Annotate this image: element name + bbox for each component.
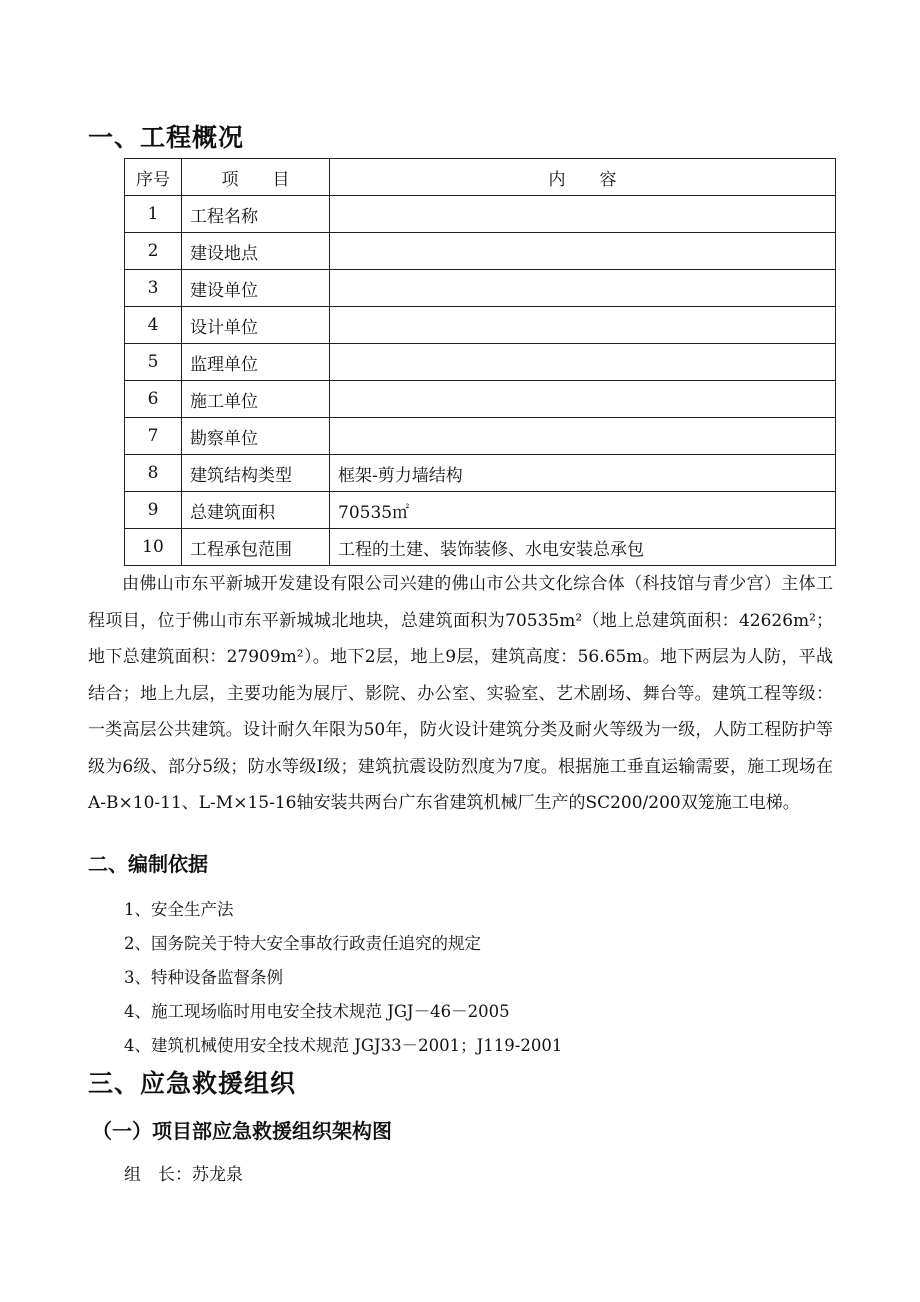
row-content bbox=[330, 233, 836, 270]
row-item: 监理单位 bbox=[182, 344, 330, 381]
row-no: 4 bbox=[125, 307, 182, 344]
row-item: 建筑结构类型 bbox=[182, 455, 330, 492]
row-no: 9 bbox=[125, 492, 182, 529]
header-item: 项 目 bbox=[182, 159, 330, 196]
table-row bbox=[125, 492, 836, 529]
section-title-basis: 二、编制依据 bbox=[88, 852, 208, 876]
row-content bbox=[330, 381, 836, 418]
row-item: 建设地点 bbox=[182, 233, 330, 270]
table-row bbox=[125, 307, 836, 344]
row-item: 总建筑面积 bbox=[182, 492, 330, 529]
row-content bbox=[330, 307, 836, 344]
basis-item: 1、安全生产法 bbox=[124, 900, 234, 919]
table-row bbox=[125, 233, 836, 270]
subsection-title-org-chart: （一）项目部应急救援组织架构图 bbox=[92, 1119, 392, 1143]
row-content: 70535㎡ bbox=[330, 492, 836, 529]
table-row bbox=[125, 455, 836, 492]
row-item: 施工单位 bbox=[182, 381, 330, 418]
basis-item: 2、国务院关于特大安全事故行政责任追究的规定 bbox=[124, 934, 481, 953]
project-overview-table bbox=[124, 158, 836, 566]
row-content: 框架-剪力墙结构 bbox=[330, 455, 836, 492]
row-no: 6 bbox=[125, 381, 182, 418]
table-row bbox=[125, 529, 836, 566]
row-content bbox=[330, 418, 836, 455]
basis-item: 3、特种设备监督条例 bbox=[124, 968, 283, 987]
row-no: 5 bbox=[125, 344, 182, 381]
basis-item: 4、建筑机械使用安全技术规范 JGJ33－2001；J119-2001 bbox=[124, 1036, 563, 1055]
row-item: 工程承包范围 bbox=[182, 529, 330, 566]
table-row bbox=[125, 381, 836, 418]
basis-item: 4、施工现场临时用电安全技术规范 JGJ－46－2005 bbox=[124, 1002, 510, 1021]
row-item: 勘察单位 bbox=[182, 418, 330, 455]
overview-paragraph: 由佛山市东平新城开发建设有限公司兴建的佛山市公共文化综合体（科技馆与青少宫）主体工程项目，位于佛山市东平新城城北地块，总建筑面积为70535m²（地上总建筑面积：42626m²；地下总建筑面积：27909m²）。地下2层，地上9层，建筑高度：56.65m。地下两层为人防，平战结合；地上九层，主要功能为展厅、影院、办公室、实验室、艺术剧场、舞台等。建筑工程等级：一类高层公共建筑。设计耐久年限为50年，防火设计建筑分类及耐火等级为一级，人防工程防护等级为6级、部分5级；防水等级I级；建筑抗震设防烈度为7度。根据施工垂直运输需要，施工现场在A-B×10-11、L-M×15-16轴安装共两台广东省建筑机械厂生产的SC200/200双笼施工电梯。 bbox=[88, 574, 833, 813]
team-leader-line: 组 长：苏龙泉 bbox=[124, 1165, 243, 1185]
header-no: 序号 bbox=[125, 159, 182, 196]
row-no: 10 bbox=[125, 529, 182, 566]
row-item: 设计单位 bbox=[182, 307, 330, 344]
table-row bbox=[125, 270, 836, 307]
row-content bbox=[330, 270, 836, 307]
row-item: 建设单位 bbox=[182, 270, 330, 307]
section-title-emergency: 三、应急救援组织 bbox=[88, 1069, 297, 1098]
table-header-row bbox=[125, 159, 836, 196]
table-row bbox=[125, 344, 836, 381]
row-no: 7 bbox=[125, 418, 182, 455]
row-item: 工程名称 bbox=[182, 196, 330, 233]
row-no: 8 bbox=[125, 455, 182, 492]
row-content: 工程的土建、装饰装修、水电安装总承包 bbox=[330, 529, 836, 566]
row-content bbox=[330, 196, 836, 233]
table-row bbox=[125, 418, 836, 455]
row-no: 1 bbox=[125, 196, 182, 233]
section-title-overview: 一、工程概况 bbox=[88, 123, 245, 152]
row-no: 2 bbox=[125, 233, 182, 270]
row-content bbox=[330, 344, 836, 381]
header-content: 内 容 bbox=[330, 159, 836, 196]
row-no: 3 bbox=[125, 270, 182, 307]
table-row bbox=[125, 196, 836, 233]
